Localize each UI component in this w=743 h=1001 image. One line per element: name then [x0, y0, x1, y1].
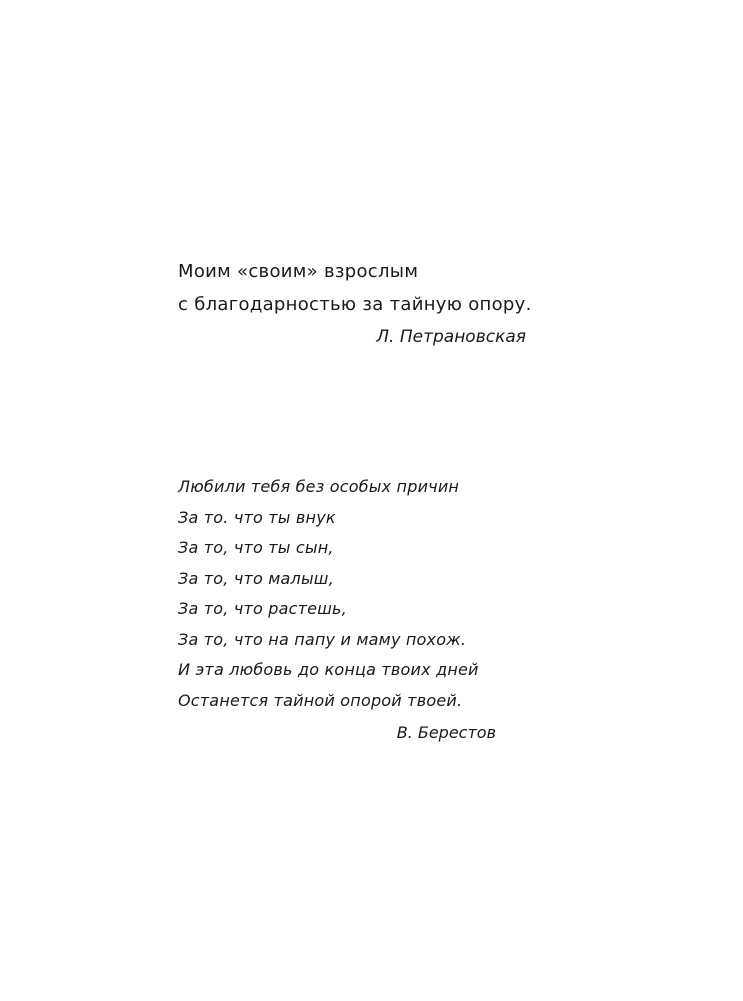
poem-line: Любили тебя без особых причин — [178, 477, 460, 496]
poem-line: За то. что ты внук — [178, 507, 336, 527]
poem-line: За то, что растешь, — [178, 599, 347, 618]
poem-line: За то, что на папу и маму похож. — [178, 629, 467, 649]
dedication-line: Моим «своим» взрослым — [178, 261, 419, 282]
poem-author: В. Берестов — [396, 723, 496, 742]
poem-line: И эта любовь до конца твоих дней — [178, 660, 479, 679]
dedication-author: Л. Петрановская — [376, 327, 526, 347]
dedication — [178, 255, 538, 351]
dedication-line: с благодарностью за тайную опору. — [178, 294, 532, 315]
poem-line: За то, что малыш, — [178, 568, 334, 588]
epigraph-poem — [178, 472, 508, 748]
poem-line: Останется тайной опорой твоей. — [178, 690, 463, 710]
poem-line: За то, что ты сын, — [178, 538, 334, 557]
